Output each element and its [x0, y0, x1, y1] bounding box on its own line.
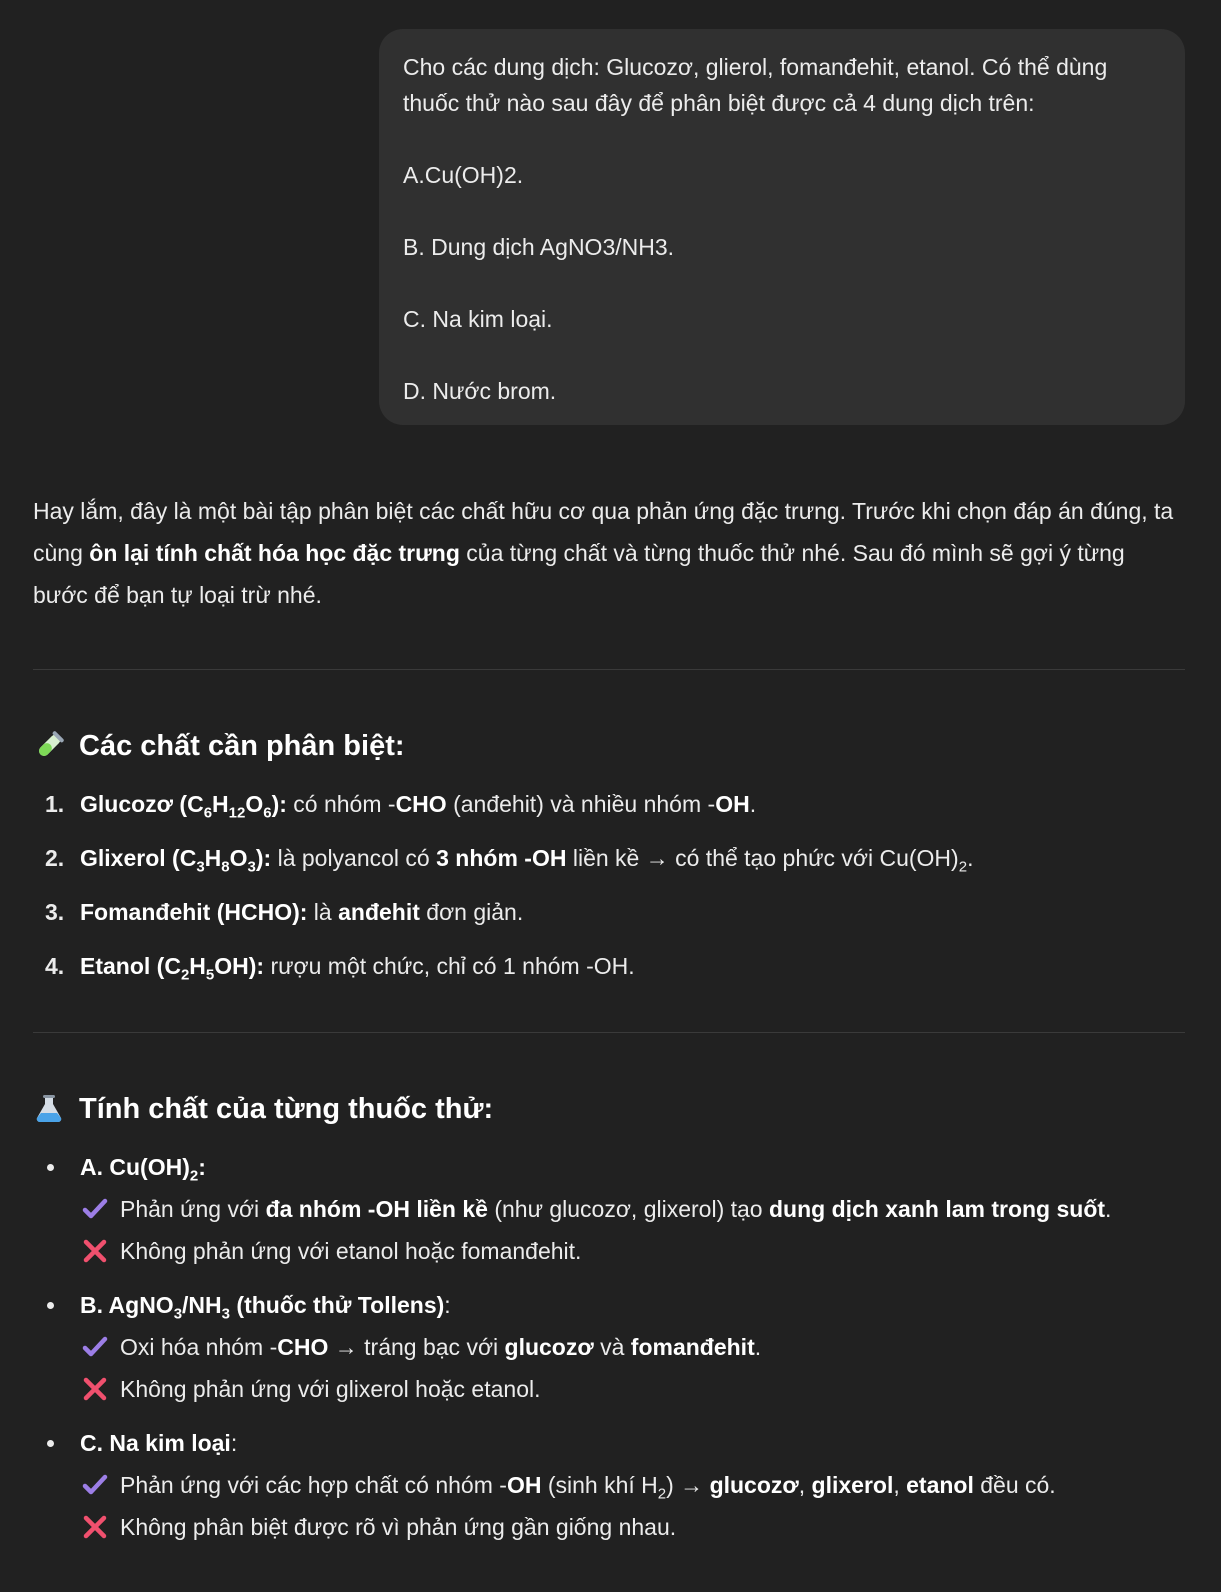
user-message-bubble — [379, 29, 1185, 425]
divider — [33, 669, 1185, 670]
list-item: A. $Cu(OH)_2$: Phản ứng với đa nhóm -OH liền kề (như glucozơ, glixerol) tạo dung dịch xanh lam trong suốt. Không phản ứng với etanol hoặc fomanđehit. — [33, 1151, 1185, 1267]
option-d: D. Nước brom. — [403, 378, 557, 404]
cross-mark-icon — [80, 1236, 110, 1266]
option-a: A.Cu(OH)2. — [403, 162, 524, 188]
reagent-list — [33, 1151, 1185, 1543]
intro-paragraph: Hay lắm, đây là một bài tập phân biệt các chất hữu cơ qua phản ứng đặc trưng. Trước khi chọn đáp án đúng, ta cùng ôn lại tính chất hóa học đặc trưng của từng chất và từng thuốc thử nhé. Sau đó mình sẽ gợi ý từng bước để bạn tự loại trừ nhé. — [33, 498, 1174, 608]
substance-list — [33, 788, 1185, 982]
section-title: Tính chất của từng thuốc thử: — [79, 1093, 494, 1125]
user-question-text: Cho các dung dịch: Glucozơ, glierol, fomanđehit, etanol. Có thể dùng thuốc thử nào sau đây để phân biệt được cả 4 dung dịch trên: — [403, 54, 1108, 116]
check-mark-icon — [80, 1470, 110, 1500]
assistant-message — [33, 490, 1185, 1565]
list-item: 4. Etanol $(C_2H_5OH)$: rượu một chức, chỉ có 1 nhóm -OH. — [45, 953, 635, 984]
option-b: B. Dung dịch AgNO3/NH3. — [403, 234, 675, 260]
list-item: C. Na kim loại: Phản ứng với các hợp chất có nhóm -OH (sinh khí $H_2$) → glucozơ, glixerol, etanol đều có. Không phân biệt được rõ vì phản ứng gần giống nhau. — [33, 1427, 1185, 1543]
test-tube-icon — [33, 730, 65, 762]
option-c: C. Na kim loại. — [403, 306, 553, 332]
section-title: Các chất cần phân biệt: — [79, 730, 405, 762]
check-mark-icon — [80, 1194, 110, 1224]
cross-mark-icon — [80, 1512, 110, 1542]
list-item: 1. Glucozơ $(C_6H_{12}O_6)$: có nhóm -CHO (anđehit) và nhiều nhóm -OH. — [45, 791, 757, 822]
list-item: 3. Fomanđehit (HCHO): là anđehit đơn giản. — [45, 899, 524, 925]
check-mark-icon — [80, 1332, 110, 1362]
section-reagents-heading — [33, 1089, 1185, 1129]
list-item: B. $AgNO_3/NH_3$ (thuốc thử Tollens): Oxi hóa nhóm -CHO → tráng bạc với glucozơ và fomanđehit. Không phản ứng với glixerol hoặc etanol. — [33, 1289, 1185, 1405]
section-substances-heading — [33, 726, 1185, 766]
flask-icon — [33, 1093, 65, 1125]
divider — [33, 1032, 1185, 1033]
list-item: 2. Glixerol $(C_3H_8O_3)$: là polyancol có 3 nhóm -OH liền kề → có thể tạo phức với $Cu(OH)_2$. — [45, 845, 974, 876]
cross-mark-icon — [80, 1374, 110, 1404]
